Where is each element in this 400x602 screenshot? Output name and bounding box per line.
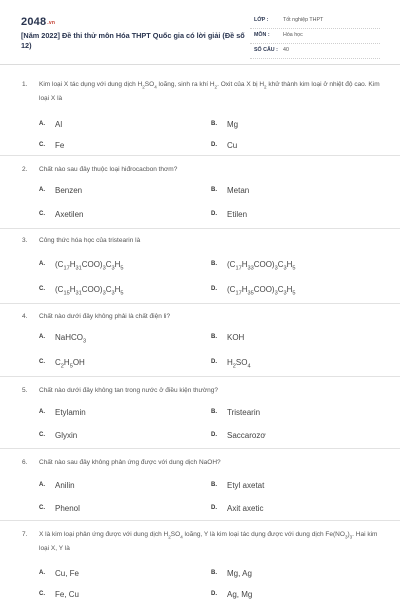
question-number: 4.: [22, 313, 28, 320]
option-text: $(C_{17}H_{31}COO)_3C_3H_5$: [55, 260, 124, 272]
option-text: $(C_{17}H_{35}COO)_3C_3H_5$: [227, 285, 296, 297]
question-text: Chất nào dưới đây không phải là chất điện li?: [39, 313, 171, 320]
option-letter: B.: [211, 570, 217, 576]
option-text: NaHCO$_3$: [55, 333, 87, 345]
question-number: 6.: [22, 459, 28, 466]
meta-value: 40: [283, 47, 289, 53]
option-letter: A.: [39, 409, 45, 415]
option-letter: B.: [211, 334, 217, 340]
option-letter: C.: [39, 286, 45, 292]
option-letter: C.: [39, 142, 45, 148]
meta-key: MÔN :: [254, 32, 270, 38]
question-number: 5.: [22, 387, 28, 394]
document-title: [Năm 2022] Đề thi thử môn Hóa THPT Quốc gia có lời giải (Đề số 12): [21, 31, 245, 50]
option-text: Mg, Ag: [227, 569, 252, 578]
meta-key: LỚP :: [254, 17, 269, 23]
question-number: 3.: [22, 237, 28, 244]
option-text: Etilen: [227, 210, 248, 219]
option-letter: D.: [211, 432, 217, 438]
option-text: Glyxin: [55, 431, 78, 440]
question-text: Chất nào dưới đây không tan trong nước ở điều kiện thường?: [39, 387, 218, 394]
option-text: Anilin: [55, 481, 75, 490]
option-text: Etylamin: [55, 408, 86, 417]
option-letter: A.: [39, 187, 45, 193]
option-letter: B.: [211, 482, 217, 488]
option-text: Etyl axetat: [227, 481, 265, 490]
option-letter: A.: [39, 570, 45, 576]
meta-row-subject: [250, 29, 380, 44]
option-text: Metan: [227, 186, 250, 195]
question-divider: [0, 376, 400, 377]
option-letter: B.: [211, 261, 217, 267]
option-letter: D.: [211, 211, 217, 217]
option-text: Axetilen: [55, 210, 84, 219]
site-logo[interactable]: [21, 16, 55, 28]
option-letter: C.: [39, 432, 45, 438]
option-letter: C.: [39, 359, 45, 365]
option-text: Al: [55, 120, 63, 129]
option-text: $C_2H_5OH$: [55, 358, 85, 370]
brand-name: 2048: [21, 16, 47, 28]
option-letter: A.: [39, 121, 45, 127]
option-letter: D.: [211, 359, 217, 365]
meta-key: SỐ CÂU :: [254, 47, 278, 53]
option-letter: C.: [39, 211, 45, 217]
option-text: Benzen: [55, 186, 83, 195]
meta-row-count: [250, 44, 380, 59]
option-letter: D.: [211, 286, 217, 292]
option-letter: B.: [211, 121, 217, 127]
question-text: Công thức hóa học của tristearin là: [39, 237, 141, 244]
option-letter: A.: [39, 261, 45, 267]
option-text: Tristearin: [227, 408, 261, 417]
meta-value: Tốt nghiệp THPT: [283, 17, 324, 23]
question-text: Chất nào sau đây thuộc loại hiđrocacbon thơm?: [39, 166, 178, 173]
question-number: 2.: [22, 166, 28, 173]
question-number: 1.: [22, 81, 28, 88]
option-text: Axit axetic: [227, 504, 264, 513]
option-text: Cu, Fe: [55, 569, 80, 578]
question-divider: [0, 155, 400, 156]
option-letter: D.: [211, 591, 217, 597]
option-text: Fe, Cu: [55, 590, 80, 599]
option-text: Fe: [55, 141, 65, 150]
question-text: X là kim loại phản ứng được với dung dịch $H_2SO_4$ loãng, Y là kim loại tác dụng được với dung dịch $Fe(NO_3)_3$. Hai kim loại X, Y là: [39, 531, 378, 553]
option-letter: D.: [211, 505, 217, 511]
option-text: $(C_{15}H_{31}COO)_3C_3H_5$: [55, 285, 124, 297]
option-text: $H_2SO_4$: [227, 358, 251, 370]
option-letter: B.: [211, 409, 217, 415]
question-divider: [0, 520, 400, 521]
option-text: KOH: [227, 333, 245, 342]
question-text: Kim loại X tác dụng với dung dịch $H_2SO_4$ loãng, sinh ra khí $H_2$. Oxit của X bị $H_2$ khử thành kim loại ở nhiệt độ cao. Kim loại X là: [39, 81, 380, 103]
meta-row-grade: [250, 14, 380, 29]
option-text: Mg: [227, 120, 239, 129]
option-letter: D.: [211, 142, 217, 148]
brand-suffix: .vn: [47, 20, 56, 26]
option-text: Saccarozơ: [227, 431, 266, 440]
question-divider: [0, 303, 400, 304]
option-text: Ag, Mg: [227, 590, 253, 599]
question-text: Chất nào sau đây không phản ứng được với dung dịch NaOH?: [39, 459, 221, 466]
option-letter: C.: [39, 591, 45, 597]
option-letter: C.: [39, 505, 45, 511]
meta-value: Hóa học: [283, 32, 303, 38]
option-letter: B.: [211, 187, 217, 193]
question-divider: [0, 448, 400, 449]
question-number: 7.: [22, 531, 28, 538]
option-letter: A.: [39, 334, 45, 340]
document-header: [0, 0, 400, 65]
option-letter: A.: [39, 482, 45, 488]
option-text: $(C_{17}H_{33}COO)_3C_3H_5$: [227, 260, 296, 272]
option-text: Cu: [227, 141, 238, 150]
question-divider: [0, 228, 400, 229]
option-text: Phenol: [55, 504, 80, 513]
